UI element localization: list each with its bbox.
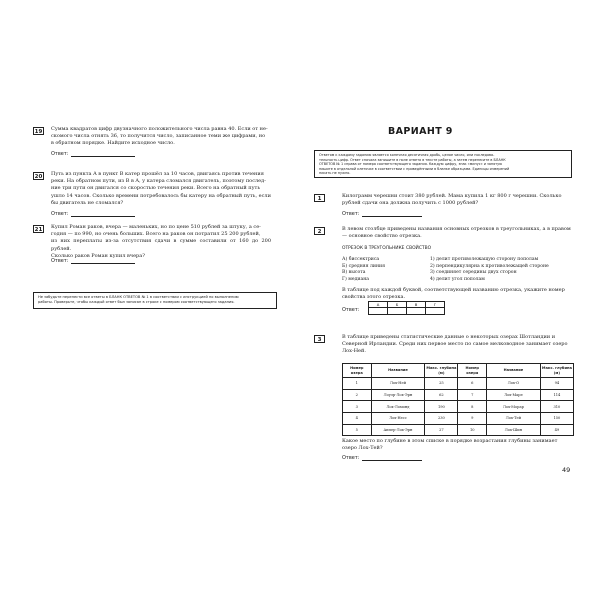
- task-number: 21: [34, 227, 43, 233]
- answer-label: Ответ:: [342, 307, 360, 313]
- table-row: 3 Лох-Ломонд 190 8 Лох-Морар 310: [343, 401, 574, 413]
- table-row: 2 Лоуэр-Лох-Эрн 62 7 Лох-Маре 114: [343, 389, 574, 401]
- table-header-row: Номер озера Название Макс. глубина (м) Номер озера Название Макс. глубина (м): [343, 364, 574, 378]
- task-text: Килограмм черешни стоит 380 рублей. Мама купила 1 кг 800 г черешни. Сколько рублей сдачи она должна получить с 1000 рублей?: [342, 193, 562, 207]
- grid-letter: Б: [388, 302, 407, 308]
- answer-line[interactable]: [71, 211, 135, 217]
- task-text: В левом столбце приведены названия основных отрезков в треугольниках, а в правом — основное свойство отрезка.: [342, 226, 571, 240]
- task-text: Купил Роман раков, вчера — маленьких, но по цене 510 рублей за штуку, а се- годня — по 990, но очень больших. Всего на раков он потратил 25 200 рублей, из них переплаты из-за отсутствия сдачи в сумме составили от 160 до 200 рублей. Сколько раков Роман купил вчера?: [51, 224, 271, 259]
- grid-answer-cell[interactable]: [407, 308, 426, 315]
- page-number: 49: [562, 466, 571, 474]
- variant-title: ВАРИАНТ 9: [388, 126, 453, 137]
- grid-answer-cell[interactable]: [369, 308, 388, 315]
- answer-grid: [368, 301, 445, 315]
- grid-answer-cell[interactable]: [388, 308, 407, 315]
- answer-field: Ответ:: [51, 151, 135, 157]
- task-2-instruction: В таблице под каждой буквой, соответствующей названию отрезка, укажите номер свойства этого отрезка.: [342, 287, 565, 301]
- grid-letter: В: [407, 302, 426, 308]
- task-number: 3: [314, 335, 325, 343]
- transfer-note-box: Не забудьте перенести все ответы в БЛАНК ОТВЕТОВ № 1 в соответствии с инструкцией по выполнению работы. Проверьте, чтобы каждый ответ был записан в строке с номером соответствующего задания.: [33, 292, 277, 309]
- answer-field: Ответ:: [342, 455, 422, 461]
- table-row: 5 Аппер-Лох-Эрн 27 10 Лох-Шин 49: [343, 424, 574, 436]
- table-row: 1 Лох-Ней 25 6 Лох-О 94: [343, 378, 574, 390]
- answer-field: Ответ:: [51, 258, 135, 264]
- task-number: 2: [314, 227, 325, 235]
- table-row: 4 Лох-Несс 230 9 Лох-Тей 150: [343, 413, 574, 425]
- right-page: [300, 0, 600, 600]
- answer-line[interactable]: [71, 258, 135, 264]
- answer-field: Ответ:: [342, 211, 422, 217]
- task-3-question: Какое место по глубине в этом списке в порядке возрастания глубины занимает озеро Лох-Тей?: [342, 438, 558, 452]
- task-number: 20: [34, 174, 43, 180]
- lakes-table: [342, 363, 574, 436]
- column-header-property: СВОЙСТВО: [406, 246, 432, 251]
- task-text: В таблице приведены статистические данные о некоторых озерах Шотландии и Северной Ирландии. Среди них первое место по самое мелководное занимает озеро Лох-Ней.: [342, 334, 568, 355]
- property-options: 1) делит противолежащую сторону пополам 2) перпендикулярна к противолежащей стороне 3) соединяет середины двух сторон 4) делит угол пополам: [430, 257, 549, 282]
- instruction-box: Ответом к каждому заданию является конечная десятичная дробь, целое число, или последова- тельность цифр. Ответ сначала запишите в поле ответа в тексте работы, а затем перенесите в БЛАНК ОТВЕТОВ № 1 справа от номера соответствующего задания. Каждую цифру, знак «минус» и запятую пишите в отдельной клеточке в соответствии с приведёнными в бланке образцами. Единицы измерений писать не нужно.: [314, 150, 572, 178]
- task-number: 1: [314, 194, 325, 202]
- grid-letter: Г: [426, 302, 445, 308]
- segment-options: А) биссектриса Б) средняя линия В) высота Г) медиана: [342, 257, 386, 282]
- answer-line[interactable]: [71, 151, 135, 157]
- answer-line[interactable]: [362, 211, 422, 217]
- answer-line[interactable]: [362, 455, 422, 461]
- answer-field: Ответ:: [51, 211, 135, 217]
- grid-letter: А: [369, 302, 388, 308]
- column-header-segment: ОТРЕЗОК В ТРЕУГОЛЬНИКЕ: [342, 246, 405, 251]
- task-text: Путь из пункта A в пункт B катер прошёл за 10 часов, двигаясь против течения реки. На обратном пути, из B в A, у катера сломался двигатель, поэтому послед- ние три пути он двигался со скоростью течения реки. Всего на обратный путь ушло 14 часов. Сколько времени потребовалось бы катеру на обратный путь, если бы двигатель не сломался?: [51, 171, 271, 206]
- task-number: 19: [34, 129, 43, 135]
- grid-answer-cell[interactable]: [426, 308, 445, 315]
- task-text: Сумма квадратов цифр двузначного положительного числа равна 40. Если от не- скомого числа отнять 36, то получится число, записанное теми же цифрами, но в обратном порядке. Найдите исходное число.: [51, 126, 268, 147]
